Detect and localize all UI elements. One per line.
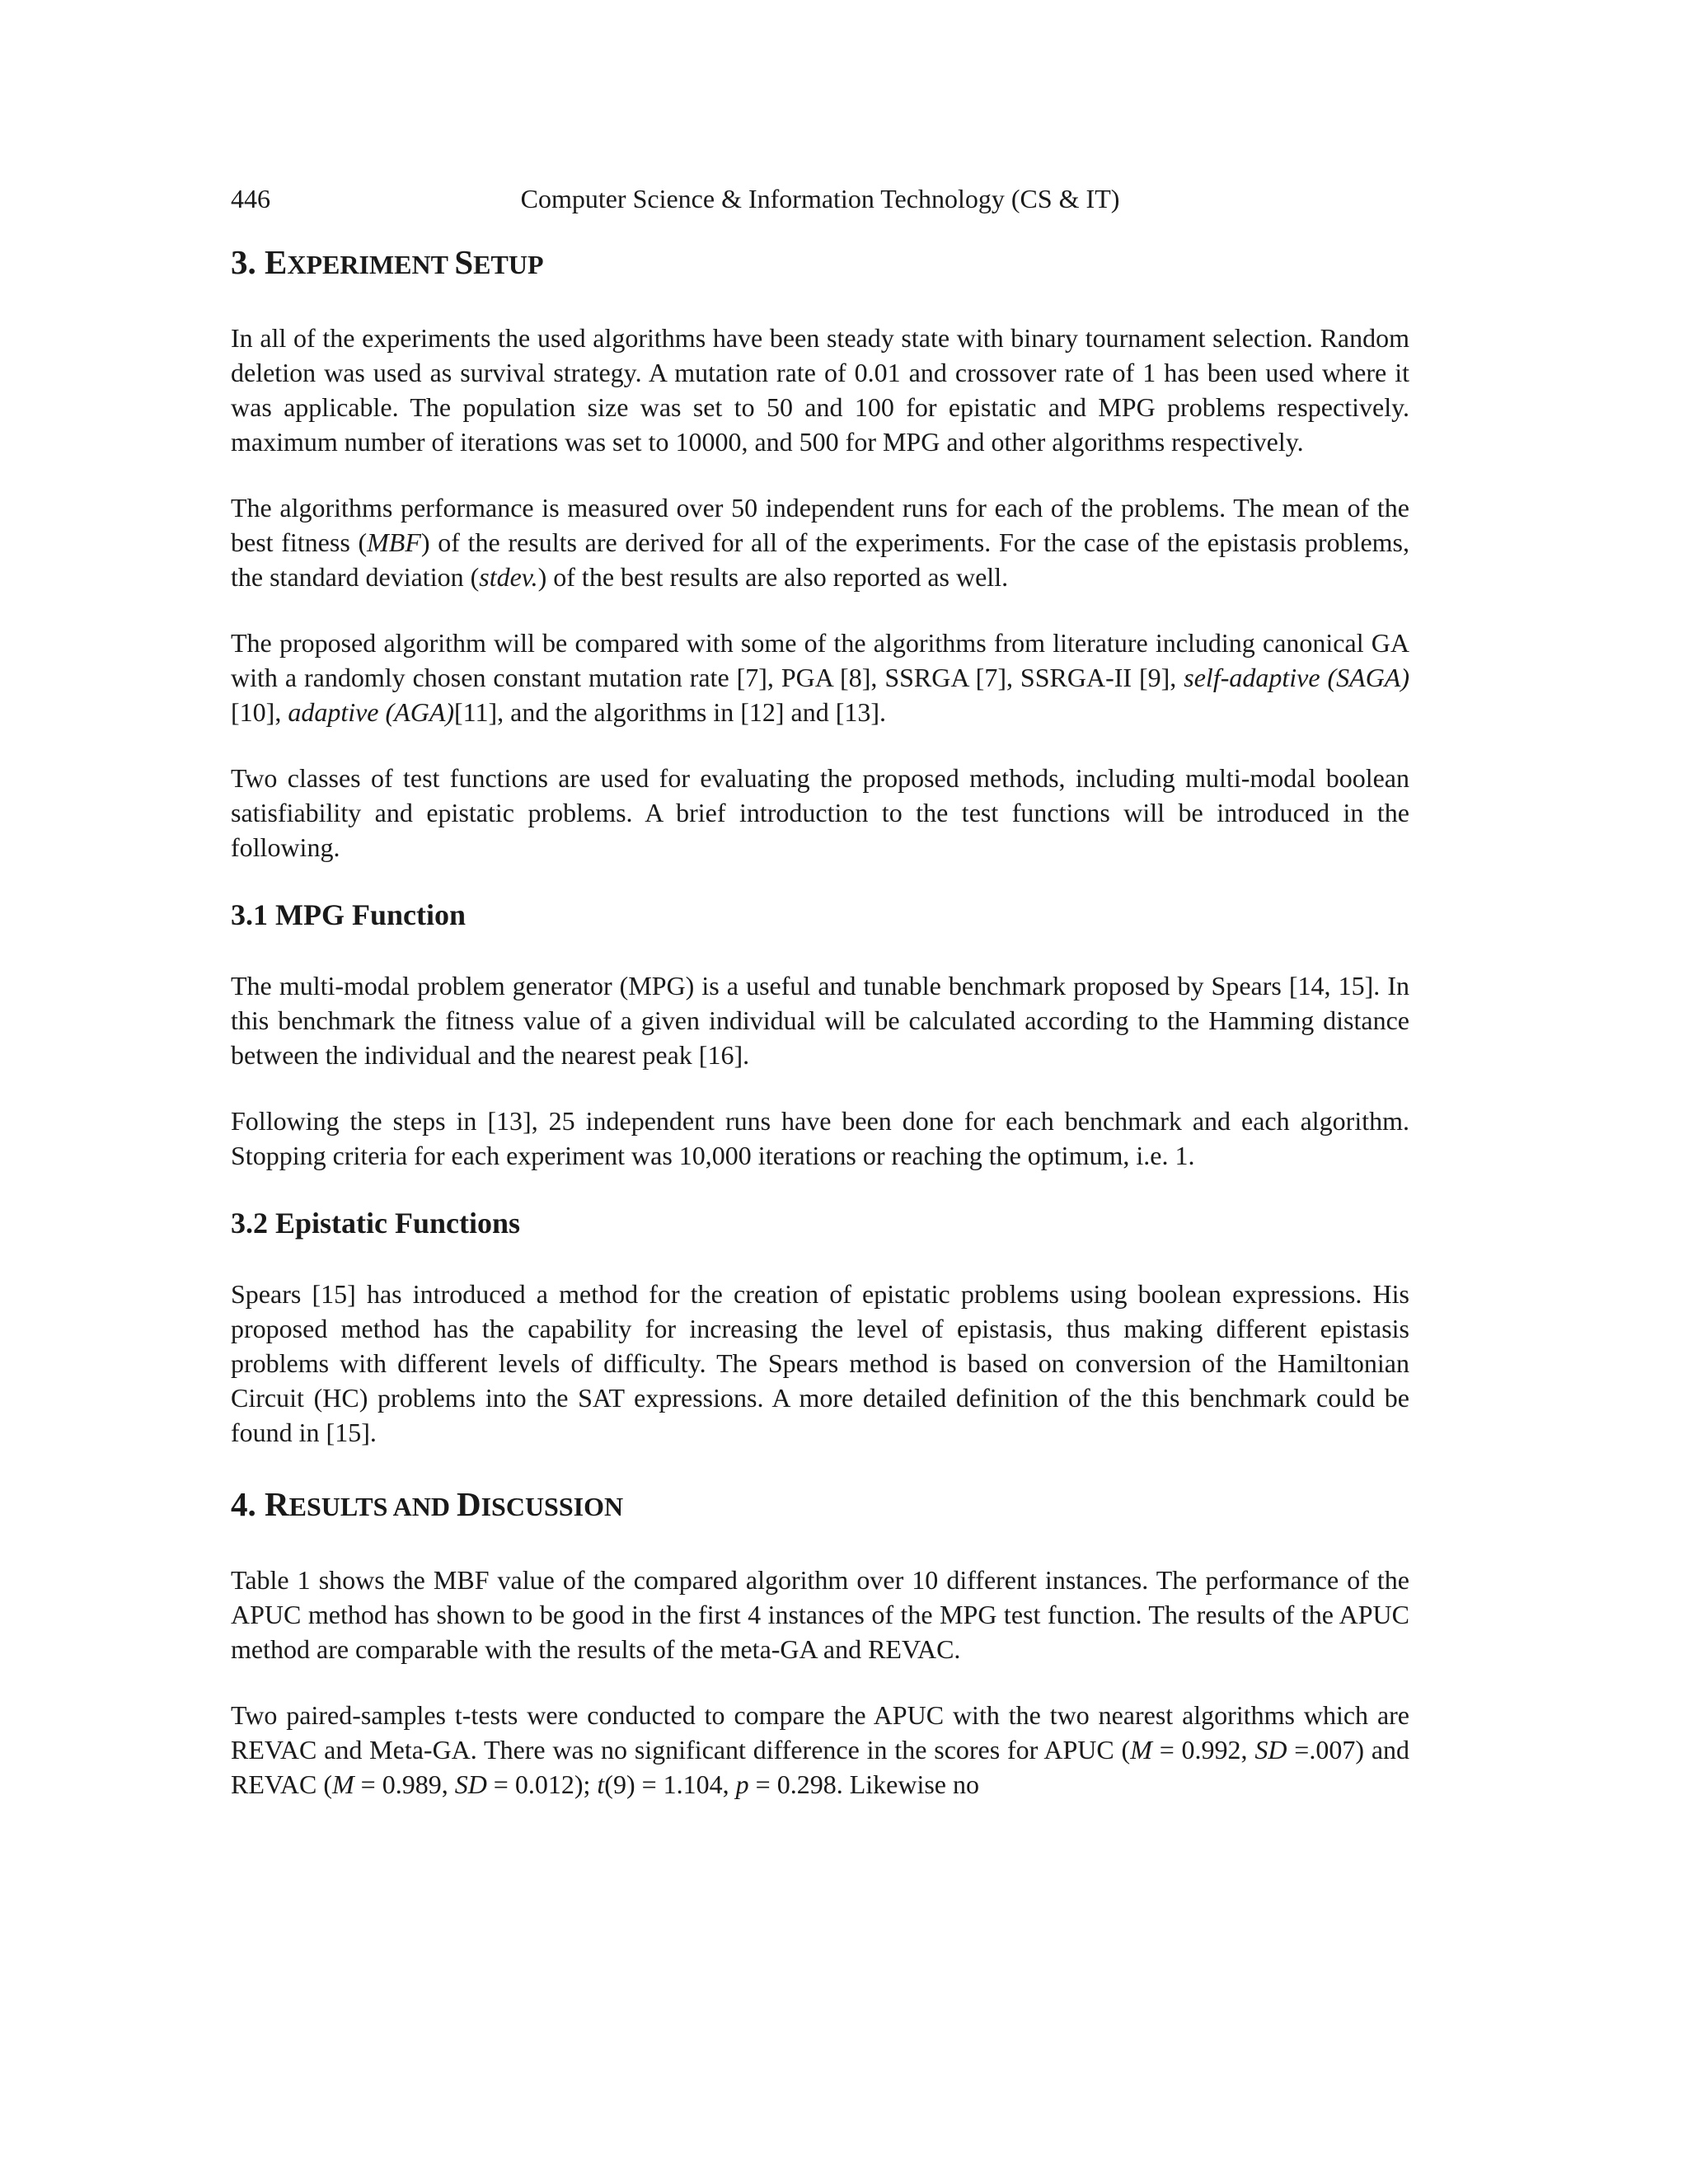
page-body [231, 180, 1409, 1802]
text-run: ) of the results are derived for all of the experiments. For the case of the epistasis problems, the standard deviation ( [231, 527, 1410, 592]
text-run: The algorithms performance is measured over 50 independent runs for each of the problems. The mean of the best fitness ( [231, 493, 1409, 557]
mbf-italic: MBF [367, 527, 421, 557]
section-3-paragraph-4: Two classes of test functions are used for evaluating the proposed methods, including multi-modal boolean satisfiability and epistatic problems. A brief introduction to the test functions will be introduced in the following. [231, 763, 1409, 862]
section-3-paragraph-1: In all of the experiments the used algorithms have been steady state with binary tournament selection. Random deletion was used as survival strategy. A mutation rate of 0.01 and crossover rate of 1 has been used where it was applicable. The population size was set to 50 and 100 for epistatic and MPG problems respectively. maximum number of iterations was set to 10000, and 500 for MPG and other algorithms respectively. [231, 323, 1409, 457]
section-3-2-paragraph-1: Spears [15] has introduced a method for the creation of epistatic problems using boolean expressions. His proposed method has the capability for increasing the level of epistasis, thus making different epistasis problems with different levels of difficulty. The Spears method is based on conversion of the Hamiltonian Circuit (HC) problems into the SAT expressions. A more detailed definition of the this benchmark could be found in [15]. [231, 1279, 1409, 1447]
text-run: = 0.298. Likewise no [748, 1769, 979, 1799]
mean-symbol-italic: M [331, 1769, 354, 1799]
section-4-number: 4. [231, 1485, 265, 1523]
stdev-italic: stdev. [479, 562, 538, 592]
text-run: (9) = 1.104, [604, 1769, 736, 1799]
text-run: Two paired-samples t-tests were conducted to compare the APUC with the two nearest algorithms which are REVAC and Meta-GA. There was no significant difference in the scores for APUC ( [231, 1700, 1409, 1765]
section-4-title-rest1: ESULTS AND [288, 1492, 457, 1521]
sd-symbol-italic: SD [1254, 1735, 1287, 1765]
text-run: = 0.992, [1151, 1735, 1255, 1765]
saga-italic: self-adaptive (SAGA) [1184, 663, 1410, 692]
p-symbol-italic: p [735, 1769, 749, 1799]
page-number: 446 [231, 184, 270, 213]
text-run: = 0.989, [354, 1769, 455, 1799]
section-4-title-rest2: ISCUSSION [481, 1492, 624, 1521]
section-3-heading [231, 241, 1409, 286]
text-run: ) of the best results are also reported as well. [537, 562, 1009, 592]
section-4-paragraph-2 [231, 1698, 1409, 1802]
section-3-title-rest1: XPERIMENT [287, 250, 455, 279]
section-3-paragraph-3 [231, 626, 1409, 729]
journal-title: Computer Science & Information Technology (CS & IT) [520, 184, 1120, 213]
t-symbol-italic: t [597, 1769, 605, 1799]
mean-symbol-italic: M [1130, 1735, 1152, 1765]
section-4-title-cap2: D [456, 1485, 481, 1523]
section-3-paragraph-2 [231, 490, 1409, 594]
aga-italic: adaptive (AGA) [288, 697, 455, 727]
section-3-number: 3. [231, 243, 265, 281]
section-3-1-paragraph-2: Following the steps in [13], 25 independent runs have been done for each benchmark and each algorithm. Stopping criteria for each experiment was 10,000 iterations or reaching the optimum, i.e. 1. [231, 1106, 1409, 1170]
sd-symbol-italic: SD [454, 1769, 487, 1799]
section-4-title-cap1: R [265, 1485, 289, 1523]
text-run: [10], [231, 697, 288, 727]
section-3-title-cap1: E [265, 243, 288, 281]
text-run: =.007) and REVAC ( [231, 1735, 1410, 1799]
text-run: The proposed algorithm will be compared with some of the algorithms from literature including canonical GA with a randomly chosen constant mutation rate [7], PGA [8], SSRGA [7], SSRGA-II [9], [231, 628, 1409, 692]
section-4-heading [231, 1483, 1409, 1528]
section-3-title-rest2: ETUP [473, 250, 544, 279]
text-run: [11], and the algorithms in [12] and [13]. [454, 697, 887, 727]
running-header [231, 180, 1409, 218]
section-3-title-cap2: S [454, 243, 474, 281]
section-3-1-paragraph-1: The multi-modal problem generator (MPG) is a useful and tunable benchmark proposed by Spears [14, 15]. In this benchmark the fitness value of a given individual will be calculated according to the Hamming distance between the individual and the nearest peak [16]. [231, 971, 1409, 1070]
section-3-1-heading: 3.1 MPG Function [231, 898, 466, 931]
section-3-2-heading: 3.2 Epistatic Functions [231, 1207, 521, 1240]
text-run: = 0.012); [486, 1769, 598, 1799]
section-4-paragraph-1: Table 1 shows the MBF value of the compared algorithm over 10 different instances. The performance of the APUC method has shown to be good in the first 4 instances of the MPG test function. The results of the APUC method are comparable with the results of the meta-GA and REVAC. [231, 1565, 1409, 1664]
